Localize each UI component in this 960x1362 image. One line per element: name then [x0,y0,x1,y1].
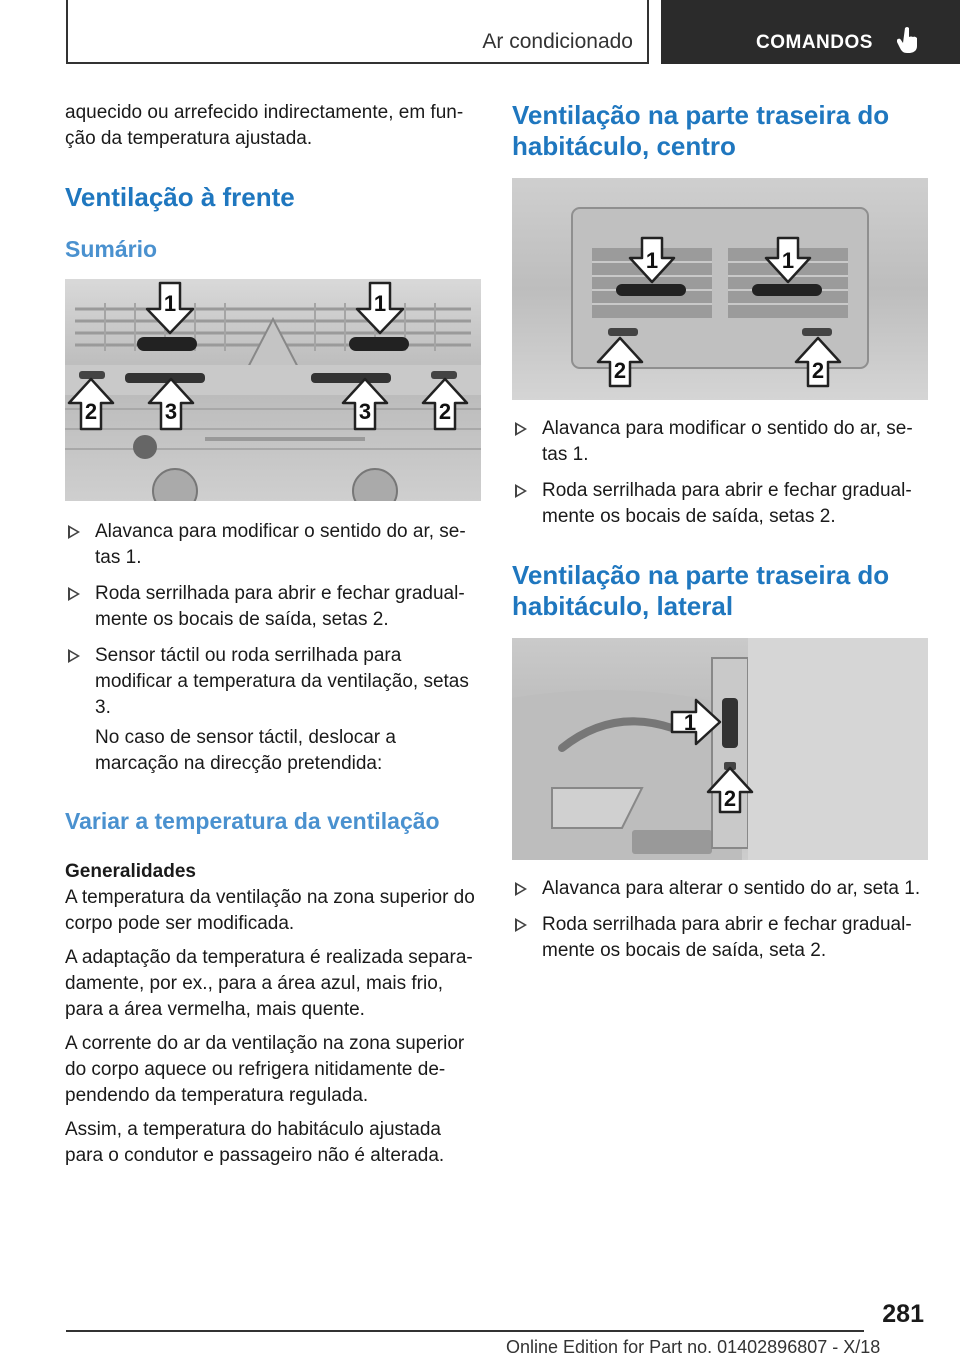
figure-label: 1 [373,291,387,316]
triangle-bullet-icon [515,422,527,436]
front-vents-list [65,519,481,777]
list-item: Alavanca para modificar o sentido do ar, se-tas 1. [512,416,928,468]
figure-label: 2 [811,358,825,383]
front-vents-figure [65,279,481,501]
figure-label: 2 [723,786,737,811]
pointing-hand-icon [897,26,921,54]
triangle-bullet-icon [68,525,80,539]
left-column [65,100,481,1169]
figure-label: 1 [683,710,697,735]
figure-label: 1 [163,291,177,316]
header-section-box [66,0,649,64]
heading-summary: Sumário [65,236,158,262]
paragraph: Assim, a temperatura do habitáculo ajustada para o condutor e passageiro não é alterada. [65,1119,445,1166]
figure-label: 2 [438,399,452,424]
page-number: 281 [882,1300,924,1328]
heading-rear-side: Ventilação na parte traseira do habitáculo, lateral [512,560,890,621]
rear-center-vents-illustration [512,178,928,400]
rear-center-vents-figure [512,178,928,400]
figure-label: 3 [164,399,178,424]
triangle-bullet-icon [515,882,527,896]
header-chapter-title: COMANDOS [756,32,873,53]
heading-rear-center: Ventilação na parte traseira do habitáculo, centro [512,100,890,161]
rear-side-vents-illustration [512,638,928,860]
figure-label: 3 [358,399,372,424]
rear-side-list [512,876,928,964]
list-item: Sensor táctil ou roda serrilhada para modificar a temperatura da ventilação, setas 3. No caso de sensor táctil, deslocar a marcação na direcção pretendida: [65,643,481,777]
intro-paragraph: aquecido ou arrefecido indirectamente, em fun-ção da temperatura ajustada. [65,102,464,149]
list-item: Roda serrilhada para abrir e fechar gradual-mente os bocais de saída, setas 2. [65,581,481,633]
front-vents-illustration [65,279,481,501]
triangle-bullet-icon [515,484,527,498]
triangle-bullet-icon [515,918,527,932]
paragraph: A adaptação da temperatura é realizada separa-damente, por ex., para a área azul, mais frio, para a área vermelha, mais quente. [65,947,473,1020]
figure-label: 2 [84,399,98,424]
footer-edition: Online Edition for Part no. 01402896807 - X/18 [506,1337,881,1357]
figure-label: 1 [781,248,795,273]
triangle-bullet-icon [68,649,80,663]
figure-label: 1 [645,248,659,273]
right-column [512,100,928,964]
paragraph: A temperatura da ventilação na zona superior do corpo pode ser modificada. [65,887,475,934]
rear-side-vents-figure [512,638,928,860]
list-item: Roda serrilhada para abrir e fechar gradual-mente os bocais de saída, seta 2. [512,912,928,964]
heading-vary-temperature: Variar a temperatura da ventilação [65,808,440,834]
heading-front-ventilation: Ventilação à frente [65,182,295,212]
paragraph: A corrente do ar da ventilação na zona superior do corpo aquece ou refrigera nitidamente de-pendendo da temperatura regulada. [65,1033,465,1106]
list-item-note: No caso de sensor táctil, deslocar a marcação na direcção pretendida: [95,727,396,774]
list-item: Alavanca para alterar o sentido do ar, seta 1. [512,876,928,902]
header-section-title: Ar condicionado [482,30,633,53]
list-item: Roda serrilhada para abrir e fechar gradual-mente os bocais de saída, setas 2. [512,478,928,530]
footer-divider [66,1330,864,1332]
list-item: Alavanca para modificar o sentido do ar, se-tas 1. [65,519,481,571]
figure-label: 2 [613,358,627,383]
heading-general: Generalidades [65,861,196,882]
rear-center-list [512,416,928,530]
triangle-bullet-icon [68,587,80,601]
header-chapter-tab [661,0,960,64]
